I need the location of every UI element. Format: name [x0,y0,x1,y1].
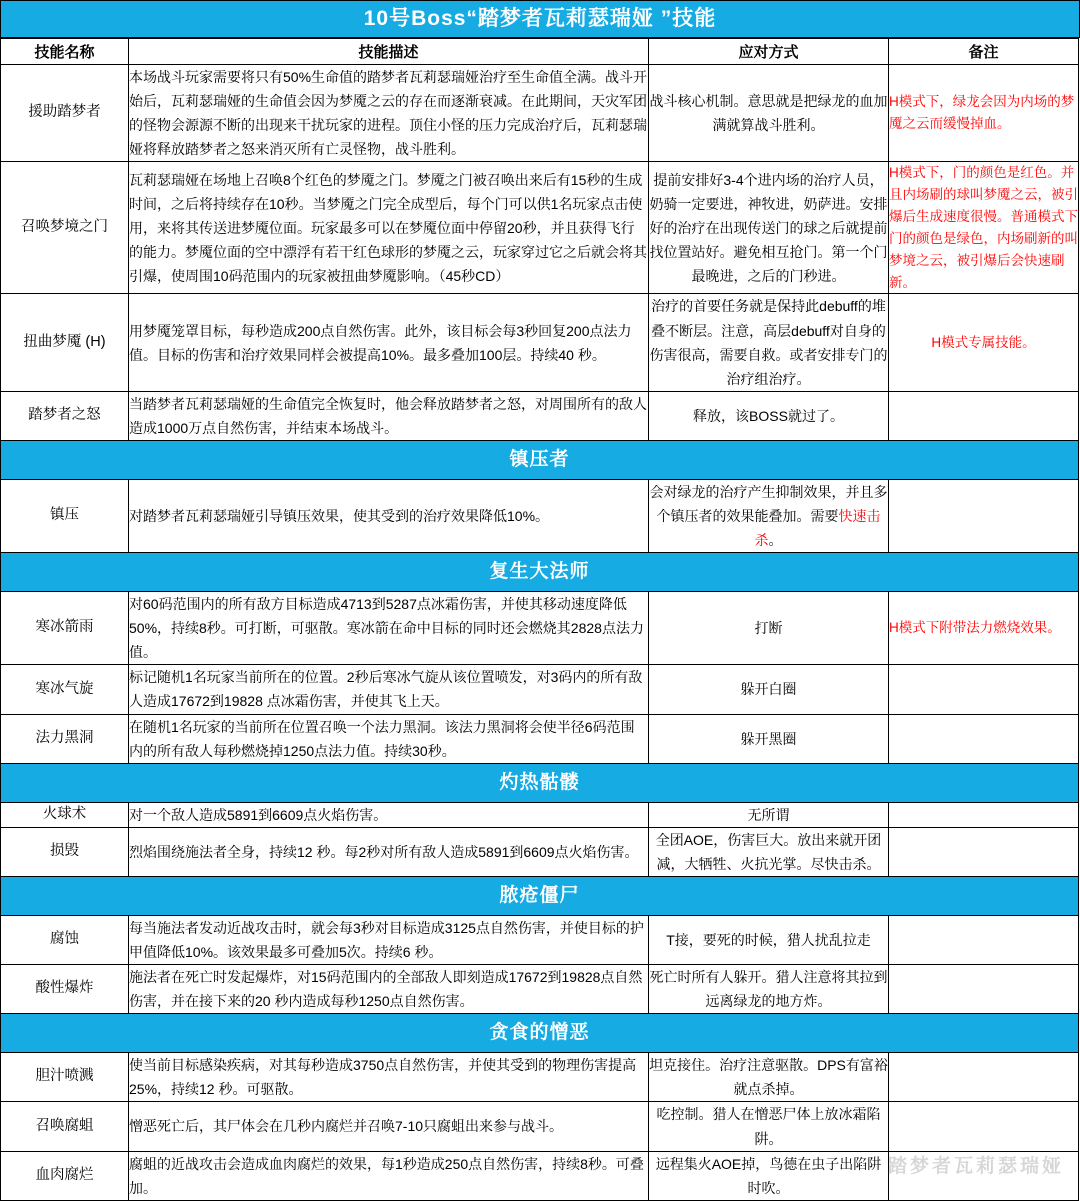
cell-skill-description: 用梦魇笼罩目标，每秒造成200点自然伤害。此外，该目标会每3秒回复200点法力值。目标的伤害和治疗效果同样会被提高10%。最多叠加100层。持续40 秒。 [129,294,649,391]
column-header-note: 备注 [889,39,1079,65]
cell-counter-strategy: 远程集火AOE掉，鸟德在虫子出陷阱时吹。 [649,1151,889,1200]
cell-counter-strategy: 无所谓 [649,802,889,827]
cell-note [889,915,1079,964]
cell-skill-description: 烈焰围绕施法者全身，持续12 秒。每2秒对所有敌人造成5891到6609点火焰伤害。 [129,827,649,876]
cell-counter-strategy: 吃控制。猎人在憎恶尸体上放冰霜陷阱。 [649,1102,889,1151]
cell-counter-strategy: 释放，该BOSS就过了。 [649,391,889,440]
table-row [1,965,1079,1014]
cell-note [889,827,1079,876]
cell-note [889,802,1079,827]
cell-note [889,1053,1079,1102]
cell-counter-strategy: 战斗核心机制。意思就是把绿龙的血加满就算战斗胜利。 [649,65,889,162]
table-row [1,827,1079,876]
column-header-skill-name: 技能名称 [1,39,129,65]
table-header [1,39,1079,65]
cell-note [889,1102,1079,1151]
cell-note: H模式专属技能。 [889,294,1079,391]
cell-skill-name: 寒冰气旋 [1,665,129,714]
table-row [1,1053,1079,1102]
cell-counter-strategy: 提前安排好3-4个进内场的治疗人员，奶骑一定要进，神牧进，奶萨进。安排好的治疗在出现传送门的球之后就提前找位置站好。避免相互抢门。第一个门最晚进，之后的门秒进。 [649,162,889,294]
cell-skill-name: 法力黑洞 [1,714,129,763]
cell-skill-name: 火球术 [1,802,129,827]
section-band-row [1,876,1079,915]
section-band-label: 脓疮僵尸 [1,876,1079,915]
counter-text: 会对绿龙的治疗产生抑制效果，并且多个镇压者的效果能叠加。需要 [649,483,888,525]
cell-note [889,391,1079,440]
cell-note [889,479,1079,552]
cell-note: H模式下附带法力燃烧效果。 [889,592,1079,665]
cell-skill-description: 在随机1名玩家的当前所在位置召唤一个法力黑洞。该法力黑洞将会使半径6码范围内的所有敌人每秒燃烧掉1250点法力值。持续30秒。 [129,714,649,763]
section-band-row [1,440,1079,479]
section-band-label: 镇压者 [1,440,1079,479]
cell-skill-description: 对踏梦者瓦莉瑟瑞娅引导镇压效果，使其受到的治疗效果降低10%。 [129,479,649,552]
table-row [1,802,1079,827]
section-band-label: 灼热骷髅 [1,763,1079,802]
cell-skill-name: 损毁 [1,827,129,876]
cell-skill-name: 踏梦者之怒 [1,391,129,440]
cell-skill-name: 腐蚀 [1,915,129,964]
table-row [1,1151,1079,1200]
section-band-label: 复生大法师 [1,553,1079,592]
cell-skill-description: 每当施法者发动近战攻击时，就会每3秒对目标造成3125点自然伤害，并使目标的护甲值降低10%。该效果最多可叠加5次。持续6 秒。 [129,915,649,964]
cell-skill-description: 使当前目标感染疾病，对其每秒造成3750点自然伤害，并使其受到的物理伤害提高25%，持续12 秒。可驱散。 [129,1053,649,1102]
cell-skill-description: 腐蛆的近战攻击会造成血肉腐烂的效果，每1秒造成250点自然伤害，持续8秒。可叠加。 [129,1151,649,1200]
cell-counter-strategy: T接，要死的时候，猎人扰乱拉走 [649,915,889,964]
cell-counter-strategy: 打断 [649,592,889,665]
skills-table [0,38,1079,1201]
cell-counter-strategy: 死亡时所有人躲开。猎人注意将其拉到远离绿龙的地方炸。 [649,965,889,1014]
table-row [1,714,1079,763]
cell-counter-strategy: 躲开白圈 [649,665,889,714]
section-band-row [1,553,1079,592]
cell-skill-name: 援助踏梦者 [1,65,129,162]
cell-skill-description: 憎恶死亡后，其尸体会在几秒内腐烂并召唤7-10只腐蛆出来参与战斗。 [129,1102,649,1151]
cell-skill-name: 扭曲梦魇 (H) [1,294,129,391]
cell-skill-description: 瓦莉瑟瑞娅在场地上召唤8个红色的梦魇之门。梦魇之门被召唤出来后有15秒的生成时间，之后将持续存在10秒。当梦魇之门完全成型后，每个门可以供1名玩家点击使用，来将其传送进梦魇位面。玩家最多可以在梦魇位面中停留20秒，并且获得飞行的能力。梦魇位面的空中漂浮有若干红色球形的梦魇之云，玩家穿过它之后就会将其引爆，使周围10码范围内的玩家被扭曲梦魇影响。（45秒CD） [129,162,649,294]
table-body [1,65,1079,1201]
table-row [1,65,1079,162]
table-row [1,294,1079,391]
cell-counter-strategy [649,479,889,552]
cell-counter-strategy: 全团AOE，伤害巨大。放出来就开团减，大牺牲、火抗光掌。尽快击杀。 [649,827,889,876]
counter-highlight-text: 快速击杀 [754,508,881,549]
column-header-skill-desc: 技能描述 [129,39,649,65]
cell-counter-strategy: 躲开黑圈 [649,714,889,763]
table-row [1,162,1079,294]
cell-skill-name: 召唤梦境之门 [1,162,129,294]
cell-skill-name: 寒冰箭雨 [1,592,129,665]
cell-skill-name: 镇压 [1,479,129,552]
section-band-row [1,763,1079,802]
cell-skill-description: 标记随机1名玩家当前所在的位置。2秒后寒冰气旋从该位置喷发，对3码内的所有敌人造成17672到19828 点冰霜伤害，并使其飞上天。 [129,665,649,714]
table-row [1,1102,1079,1151]
table-row [1,915,1079,964]
cell-counter-strategy: 坦克接住。治疗注意驱散。DPS有富裕就点杀掉。 [649,1053,889,1102]
cell-skill-name: 血肉腐烂 [1,1151,129,1200]
column-header-counter: 应对方式 [649,39,889,65]
table-row [1,479,1079,552]
watermark: 踏梦者瓦莉瑟瑞娅 [887,1156,1064,1177]
cell-note: H模式下，绿龙会因为内场的梦魇之云而缓慢掉血。 [889,65,1079,162]
cell-skill-description: 对60码范围内的所有敌方目标造成4713到5287点冰霜伤害，并使其移动速度降低50%，持续8秒。可打断，可驱散。寒冰箭在命中目标的同时还会燃烧其2828点法力值。 [129,592,649,665]
cell-skill-name: 胆汁喷溅 [1,1053,129,1102]
cell-counter-strategy: 治疗的首要任务就是保持此debuff的堆叠不断层。注意，高层debuff对自身的伤害很高，需要自救。或者安排专门的治疗组治疗。 [649,294,889,391]
section-band-label: 贪食的憎恶 [1,1014,1079,1053]
cell-note: H模式下，门的颜色是红色。并且内场刷的球叫梦魇之云，被引爆后生成速度很慢。普通模式下门的颜色是绿色，内场刷新的叫梦境之云，被引爆后会快速刷新。 [889,162,1079,294]
counter-text: 。 [768,532,783,549]
cell-note [889,665,1079,714]
cell-note [889,965,1079,1014]
cell-skill-description: 本场战斗玩家需要将只有50%生命值的踏梦者瓦莉瑟瑞娅治疗至生命值全满。战斗开始后，瓦莉瑟瑞娅的生命值会因为梦魇之云的存在而逐渐衰减。在此期间，天灾军团的怪物会源源不断的出现来干扰玩家的进程。顶住小怪的压力完成治疗后，瓦莉瑟瑞娅将释放踏梦者之怒来消灭所有亡灵怪物，战斗胜利。 [129,65,649,162]
cell-skill-description: 当踏梦者瓦莉瑟瑞娅的生命值完全恢复时，他会释放踏梦者之怒，对周围所有的敌人造成1000万点自然伤害，并结束本场战斗。 [129,391,649,440]
table-header-row [1,39,1079,65]
table-row [1,592,1079,665]
table-row [1,665,1079,714]
cell-skill-name: 召唤腐蛆 [1,1102,129,1151]
cell-note [889,714,1079,763]
section-band-row [1,1014,1079,1053]
cell-note [889,1151,1079,1200]
cell-skill-description: 施法者在死亡时发起爆炸，对15码范围内的全部敌人即刻造成17672到19828点自然伤害，并在接下来的20 秒内造成每秒1250点自然伤害。 [129,965,649,1014]
cell-skill-description: 对一个敌人造成5891到6609点火焰伤害。 [129,802,649,827]
cell-skill-name: 酸性爆炸 [1,965,129,1014]
table-row [1,391,1079,440]
page-title: 10号Boss“踏梦者瓦莉瑟瑞娅 ”技能 [0,0,1080,38]
